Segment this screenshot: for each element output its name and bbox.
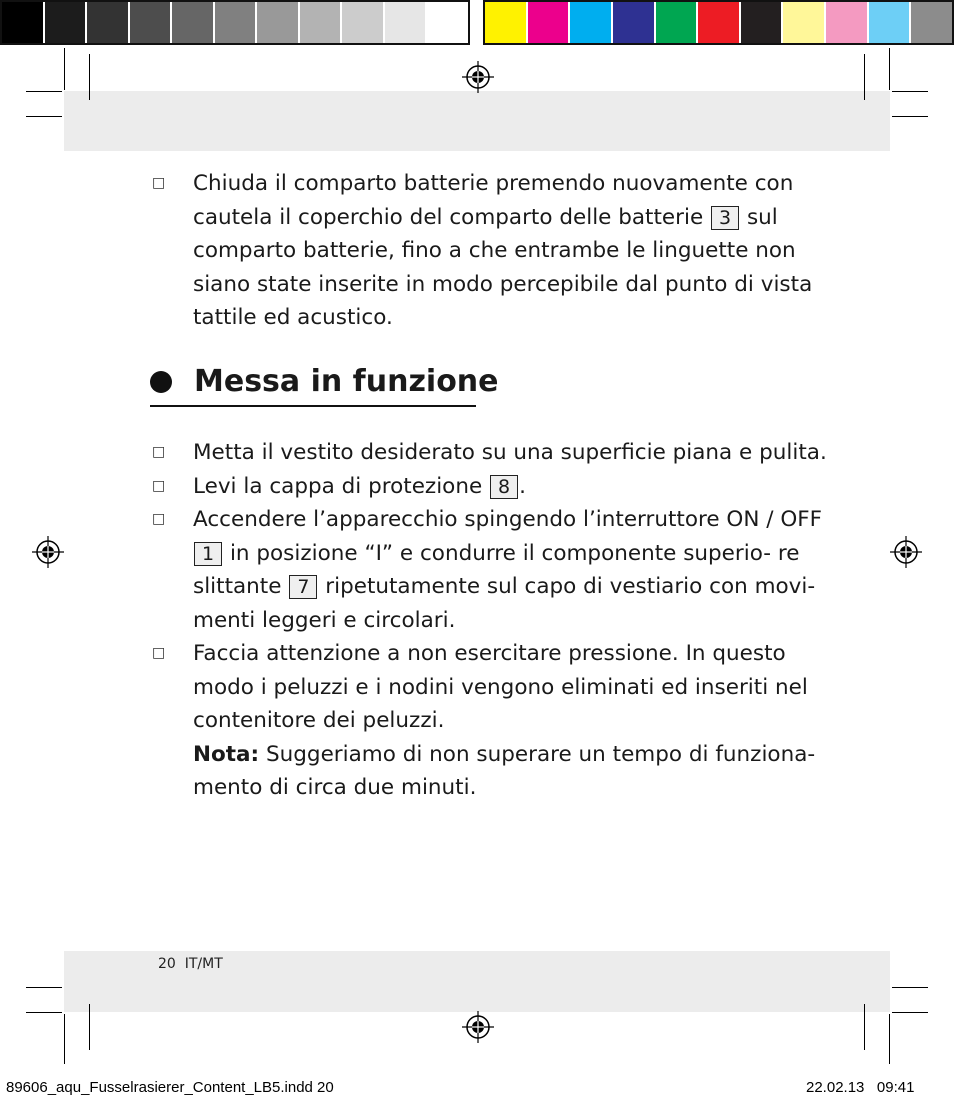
step-text: .	[519, 473, 526, 499]
heading-underline	[150, 405, 476, 407]
language-code: IT/MT	[184, 956, 223, 972]
color-swatch	[342, 2, 385, 43]
print-date: 22.02.13	[806, 1079, 865, 1096]
crop-mark	[26, 91, 62, 92]
page-number: 20	[158, 956, 176, 972]
color-swatch	[698, 2, 741, 43]
crop-mark	[64, 48, 65, 90]
crop-mark	[892, 1012, 928, 1013]
part-reference-badge: 7	[289, 575, 317, 599]
crop-mark	[892, 987, 928, 988]
color-swatch	[741, 2, 784, 43]
registration-target-icon	[31, 535, 65, 569]
checkbox-bullet-icon: □	[152, 511, 166, 527]
list-item	[150, 637, 830, 805]
color-swatch	[783, 2, 826, 43]
step-text: Metta il vestito desiderato su una superficie piana e pulita.	[193, 440, 827, 465]
crop-mark	[892, 91, 928, 92]
color-swatch	[215, 2, 258, 43]
crop-mark	[889, 48, 890, 90]
color-swatch	[656, 2, 699, 43]
crop-mark	[892, 116, 928, 117]
steps-list	[150, 436, 830, 805]
color-swatch	[869, 2, 912, 43]
step-text: Levi la cappa di protezione	[193, 473, 483, 499]
crop-mark	[26, 1012, 62, 1013]
color-swatch	[485, 2, 528, 43]
intro-section	[150, 167, 830, 335]
crop-mark	[26, 987, 62, 988]
color-swatch	[570, 2, 613, 43]
color-swatch	[45, 2, 88, 43]
crop-mark	[89, 54, 90, 100]
header-band	[64, 91, 890, 151]
color-swatch	[826, 2, 869, 43]
registration-target-icon	[461, 60, 495, 94]
part-reference-badge: 1	[194, 542, 222, 566]
crop-mark	[89, 1004, 90, 1050]
list-item	[150, 436, 830, 470]
checkbox-bullet-icon: □	[152, 175, 166, 191]
crop-mark	[889, 1014, 890, 1064]
step-text: in posizione “I” e condurre il componente superio- re slittante	[193, 540, 800, 599]
paragraph-text: Chiuda il comparto batterie premendo nuovamente con cautela il coperchio del comparto delle batterie	[193, 171, 794, 230]
file-slug: 89606_aqu_Fusselrasierer_Content_LB5.indd 20	[6, 1079, 334, 1096]
list-item	[150, 503, 830, 637]
print-time: 09:41	[876, 1079, 915, 1096]
paragraph-text: sul comparto batterie, fino a che entrambe le linguette non siano state inserite in modo percepibile dal punto di vista tattile ed acustico.	[193, 204, 813, 330]
step-text: ripetutamente sul capo di vestiario con movi- menti leggeri e circolari.	[193, 574, 816, 633]
print-timestamp	[806, 1079, 914, 1096]
part-reference-badge: 3	[711, 206, 739, 230]
intro-paragraph	[150, 167, 830, 335]
color-calibration-bar	[483, 0, 954, 45]
crop-mark	[64, 1014, 65, 1064]
color-swatch	[87, 2, 130, 43]
registration-target-icon	[889, 535, 923, 569]
checkbox-bullet-icon: □	[152, 477, 166, 494]
crop-mark	[26, 116, 62, 117]
color-swatch	[427, 2, 468, 43]
color-swatch	[385, 2, 428, 43]
color-swatch	[172, 2, 215, 43]
color-swatch	[613, 2, 656, 43]
heading-bullet-dot-icon	[150, 371, 172, 393]
color-swatch	[300, 2, 343, 43]
page-folio	[158, 956, 223, 972]
crop-mark	[864, 54, 865, 100]
color-swatch	[528, 2, 571, 43]
color-swatch	[2, 2, 45, 43]
list-item	[150, 470, 830, 504]
color-swatch	[911, 2, 952, 43]
part-reference-badge: 8	[490, 475, 518, 499]
registration-target-icon	[461, 1010, 495, 1044]
note-label: Nota:	[193, 741, 260, 767]
checkbox-bullet-icon: □	[152, 444, 166, 460]
note-text: Suggeriamo di non superare un tempo di funziona- mento di circa due minuti.	[193, 741, 816, 800]
crop-mark	[864, 1004, 865, 1050]
color-swatch	[257, 2, 300, 43]
step-text: Accendere l’apparecchio spingendo l’interruttore ON / OFF	[193, 507, 823, 532]
section-title: Messa in funzione	[194, 364, 499, 399]
color-swatch	[130, 2, 173, 43]
grayscale-calibration-bar	[0, 0, 470, 45]
checkbox-bullet-icon: □	[152, 645, 166, 661]
step-text: Faccia attenzione a non esercitare pressione. In questo modo i peluzzi e i nodini vengono eliminati ed inseriti nel contenitore dei peluzzi.	[193, 641, 808, 733]
